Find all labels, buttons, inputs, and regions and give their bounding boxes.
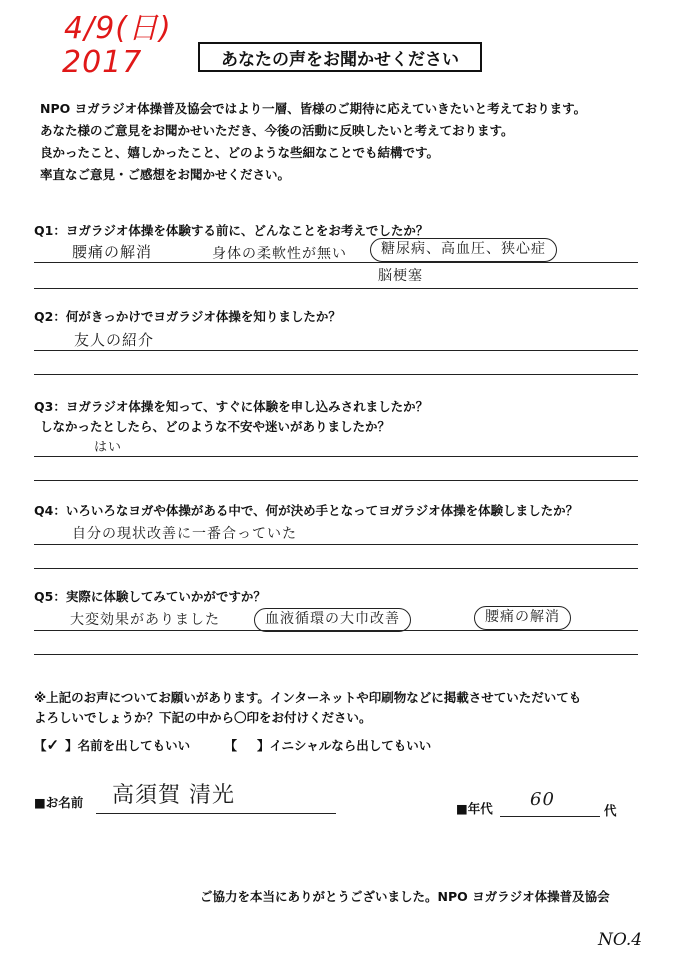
intro-line: 率直なご意見・ご感想をお聞かせください。 — [40, 167, 291, 182]
answer-line — [34, 654, 638, 655]
answer-line — [34, 374, 638, 375]
age-suffix: 代 — [604, 803, 617, 818]
intro-line: あなた様のご意見をお聞かせいただき、今後の活動に反映したいと考えております。 — [40, 123, 514, 138]
answer-5-part-2: 血液循環の大巾改善 — [254, 608, 411, 632]
answer-3: はい — [94, 440, 123, 455]
name-value: 高須賀 清光 — [112, 783, 235, 808]
name-label: ■お名前 — [34, 795, 84, 810]
answer-5-part-3: 腰痛の解消 — [474, 606, 571, 630]
intro-line: NPO ヨガラジオ体操普及協会ではより一層、皆様のご期待に応えていきたいと考えております。 — [40, 101, 587, 116]
name-underline — [96, 813, 336, 814]
answer-1-part-2: 身体の柔軟性が無い — [212, 246, 347, 262]
option-initials-ok-label: イニシャルなら出してもいい — [269, 738, 432, 753]
question-3-line-2: しなかったとしたら、どのような不安や迷いがありましたか？ — [40, 419, 391, 434]
option-initials-ok[interactable]: 【 】イニシャルなら出してもいい — [224, 738, 432, 753]
answer-1-part-4: 脳梗塞 — [378, 268, 423, 284]
notice-line-1: ※上記のお声についてお願いがあります。インターネットや印刷物などに掲載させていただいても — [34, 690, 582, 705]
answer-line — [34, 568, 638, 569]
question-5: Q5：実際に体験してみていかがですか？ — [34, 589, 266, 604]
answer-2: 友人の紹介 — [74, 331, 155, 349]
handwritten-date — [64, 12, 172, 80]
check-mark-icon: ✓ — [46, 736, 60, 754]
answer-line — [34, 288, 638, 289]
answer-line — [34, 480, 638, 481]
answer-line — [34, 350, 638, 351]
page-number: NO.4 — [598, 930, 643, 950]
form-title: あなたの声をお聞かせください — [198, 42, 482, 72]
option-name-ok[interactable]: 【✓ 】名前を出してもいい — [34, 736, 191, 754]
question-3: Q3：ヨガラジオ体操を知って、すぐに体験を申し込みされましたか？ — [34, 399, 429, 414]
age-label: ■年代 — [456, 801, 493, 816]
answer-line — [34, 456, 638, 457]
question-4: Q4：いろいろなヨガや体操がある中で、何が決め手となってヨガラジオ体操を体験しましたか？ — [34, 503, 579, 518]
date-line-1: 4/9(日) — [64, 11, 172, 46]
age-value: 60 — [530, 789, 555, 810]
publication-notice — [34, 688, 581, 728]
intro-text — [40, 98, 586, 186]
notice-line-2: よろしいでしょうか？下記の中から〇印をお付けください。 — [34, 710, 372, 725]
answer-1-part-3: 糖尿病、高血圧、狭心症 — [370, 238, 557, 262]
answer-line — [34, 262, 638, 263]
question-2: Q2：何がきっかけでヨガラジオ体操を知りましたか？ — [34, 309, 341, 324]
option-name-ok-label: 名前を出してもいい — [77, 738, 191, 753]
answer-4: 自分の現状改善に一番合っていた — [72, 526, 297, 542]
date-line-2: 2017 — [62, 45, 143, 80]
answer-1-part-1: 腰痛の解消 — [72, 243, 153, 261]
intro-line: 良かったこと、嬉しかったこと、どのような些細なことでも結構です。 — [40, 145, 440, 160]
question-1: Q1：ヨガラジオ体操を体験する前に、どんなことをお考えでしたか？ — [34, 223, 429, 238]
answer-line — [34, 630, 638, 631]
answer-line — [34, 544, 638, 545]
answer-5-part-1: 大変効果がありました — [70, 612, 220, 628]
consent-options — [34, 736, 443, 754]
age-underline — [500, 816, 600, 817]
footer-thanks: ご協力を本当にありがとうございました。NPO ヨガラジオ体操普及協会 — [200, 889, 610, 904]
